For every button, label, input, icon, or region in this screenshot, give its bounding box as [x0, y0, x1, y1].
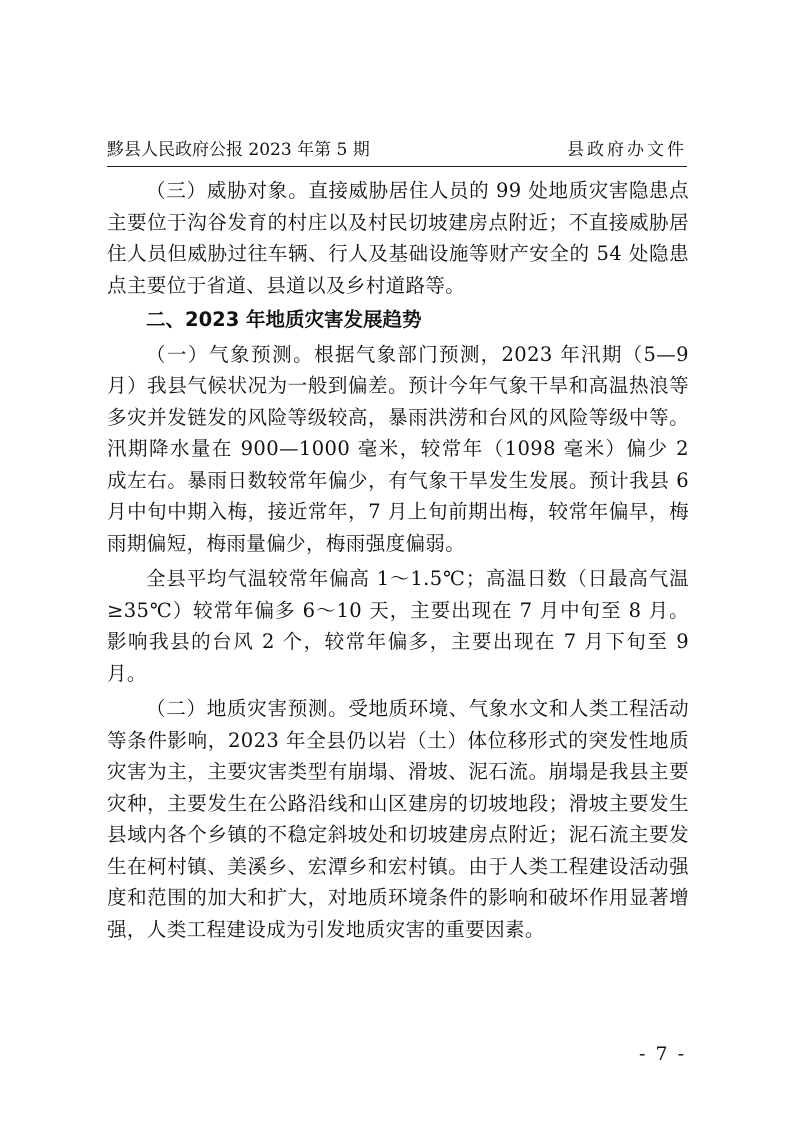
paragraph-text: 直接威胁居住人员的 99 处地质灾害隐患点主要位于沟谷发育的村庄以及村民切坡建房点附近；不直接威胁居住人员但威胁过往车辆、行人及基础设施等财产安全的 54 处隐患点主要位于省道、县道以及乡村道路等。: [107, 179, 689, 297]
bulletin-issue-title: 黟县人民政府公报 2023 年第 5 期: [107, 140, 370, 160]
paragraph-text: 全县平均气温较常年偏高 1～1.5℃；高温日数（日最高气温≥35℃）较常年偏多 6～10 天，主要出现在 7 月中旬至 8 月。影响我县的台风 2 个，较常年偏多，主要出现在 7 月下旬至 9 月。: [107, 567, 689, 685]
page-number: - 7 -: [638, 1043, 686, 1065]
paragraph-text: 根据气象部门预测，2023 年汛期（5—9 月）我县气候状况为一般到偏差。预计今年气象干旱和高温热浪等多灾并发链发的风险等级较高，暴雨洪涝和台风的风险等级中等。汛期降水量在 900—1000 毫米，较常年（1098 毫米）偏少 2 成左右。暴雨日数较常年偏少，有气象干旱发生发展。预计我县 6 月中旬中期入梅，接近常年，7 月上旬前期出梅，较常年偏早，梅雨期偏短，梅雨量偏少，梅雨强度偏弱。: [107, 342, 689, 555]
paragraph-geohazard-forecast: [107, 693, 689, 945]
document-body: [107, 175, 689, 945]
section-heading: 二、2023 年地质灾害发展趋势: [146, 308, 422, 331]
header-divider: [107, 166, 687, 167]
paragraph-weather-forecast: [107, 339, 689, 560]
paragraph-lead: （一）气象预测。: [146, 342, 315, 366]
paragraph-lead: （三）威胁对象。: [146, 179, 309, 202]
paragraph-temperature: [107, 563, 689, 689]
paragraph-text: 受地质环境、气象水文和人类工程活动等条件影响，2023 年全县仍以岩（土）体位移形式的突发性地质灾害为主，主要灾害类型有崩塌、滑坡、泥石流。崩塌是我县主要灾种，主要发生在公路沿线和山区建房的切坡地段；滑坡主要发生县域内各个乡镇的不稳定斜坡处和切坡建房点附近；泥石流主要发生在柯村镇、美溪乡、宏潭乡和宏村镇。由于人类工程建设活动强度和范围的加大和扩大，对地质环境条件的影响和破坏作用显著增强，人类工程建设成为引发地质灾害的重要因素。: [107, 697, 689, 941]
page-header: [107, 137, 687, 163]
document-category: 县政府办文件: [567, 140, 687, 160]
paragraph-threat-targets: [107, 175, 689, 301]
paragraph-lead: （二）地质灾害预测。: [146, 697, 349, 720]
